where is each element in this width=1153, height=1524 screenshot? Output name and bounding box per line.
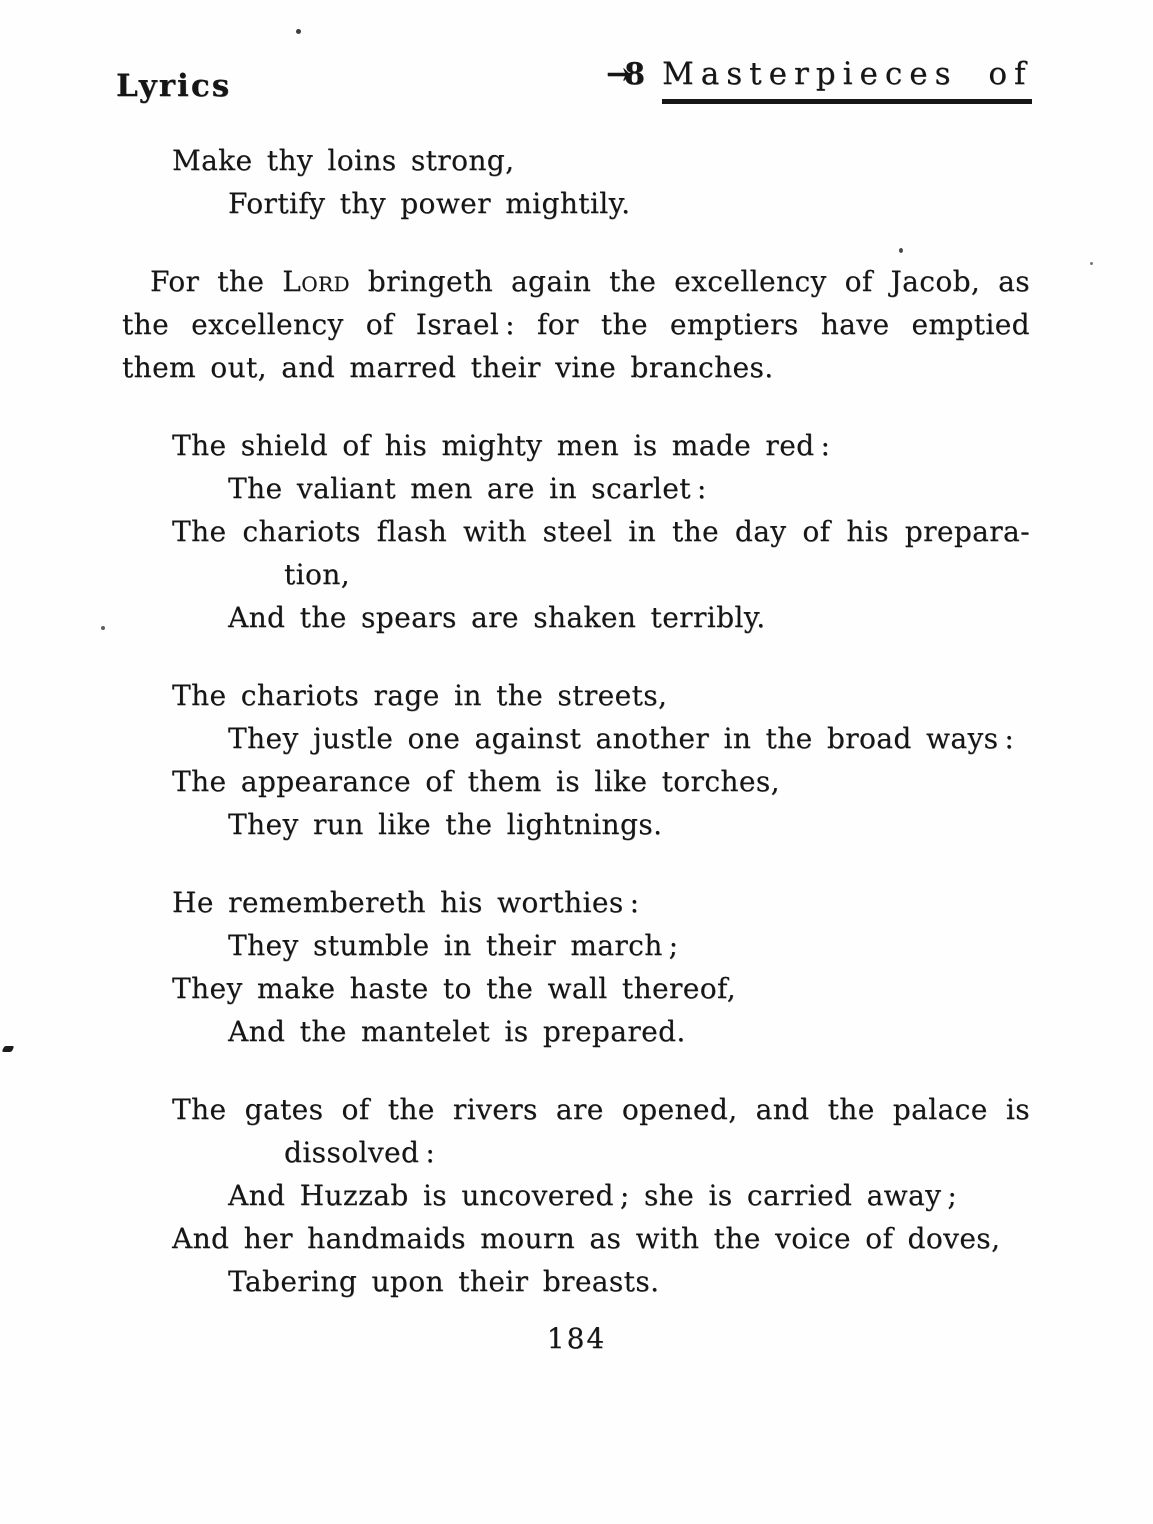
poem-body [122, 139, 1030, 1338]
scan-speck [2, 1046, 15, 1052]
verse-line: They run like the lightnings. [228, 808, 663, 841]
fleuron-ornament-icon: →8 [606, 57, 639, 92]
small-caps-word: Lord [282, 265, 350, 298]
verse-line: He remembereth his worthies : [172, 886, 640, 919]
verse-stanza [122, 424, 1030, 639]
verse-line: The chariots rage in the streets, [172, 679, 668, 712]
verse-line: Fortify thy power mightily. [228, 187, 631, 220]
running-head-title-group [606, 56, 1032, 104]
verse-line: They stumble in their march ; [228, 929, 679, 962]
verse-line: And her handmaids mourn as with the voice of doves, [172, 1222, 1001, 1255]
verse-line: Tabering upon their breasts. [228, 1265, 660, 1298]
verse-line: dissolved : [284, 1136, 436, 1169]
verse-line: They justle one against another in the broad ways : [228, 722, 1015, 755]
verse-line: The chariots flash with steel in the day of his prepara- [172, 515, 1030, 548]
running-head-book-title: Masterpieces of [662, 56, 1032, 104]
scan-speck [296, 29, 301, 34]
verse-line: tion, [284, 558, 350, 591]
verse-line: And the mantelet is prepared. [228, 1015, 686, 1048]
verse-line: They make haste to the wall thereof, [172, 972, 737, 1005]
verse-line: The gates of the rivers are opened, and the palace is [172, 1093, 1030, 1126]
verse-stanza [122, 1088, 1030, 1303]
verse-line: And the spears are shaken terribly. [228, 601, 766, 634]
prose-paragraph [122, 260, 1030, 389]
scan-speck [1090, 262, 1093, 265]
verse-line: The valiant men are in scarlet : [228, 472, 707, 505]
verse-line: And Huzzab is uncovered ; she is carried away ; [228, 1179, 958, 1212]
verse-stanza [122, 881, 1030, 1053]
verse-stanza [122, 674, 1030, 846]
prose-line: For the Lord bringeth again the excellency of Jacob, as [150, 265, 1030, 298]
verse-line: The appearance of them is like torches, [172, 765, 780, 798]
prose-line: the excellency of Israel : for the emptiers have emptied [122, 308, 1030, 341]
page-number: 184 [546, 1322, 607, 1355]
verse-line: The shield of his mighty men is made red : [172, 429, 831, 462]
prose-line: them out, and marred their vine branches. [122, 351, 774, 384]
scan-speck [101, 626, 105, 630]
verse-stanza [122, 139, 1030, 225]
verse-line: Make thy loins strong, [172, 144, 515, 177]
running-head-section: Lyrics [116, 68, 232, 104]
